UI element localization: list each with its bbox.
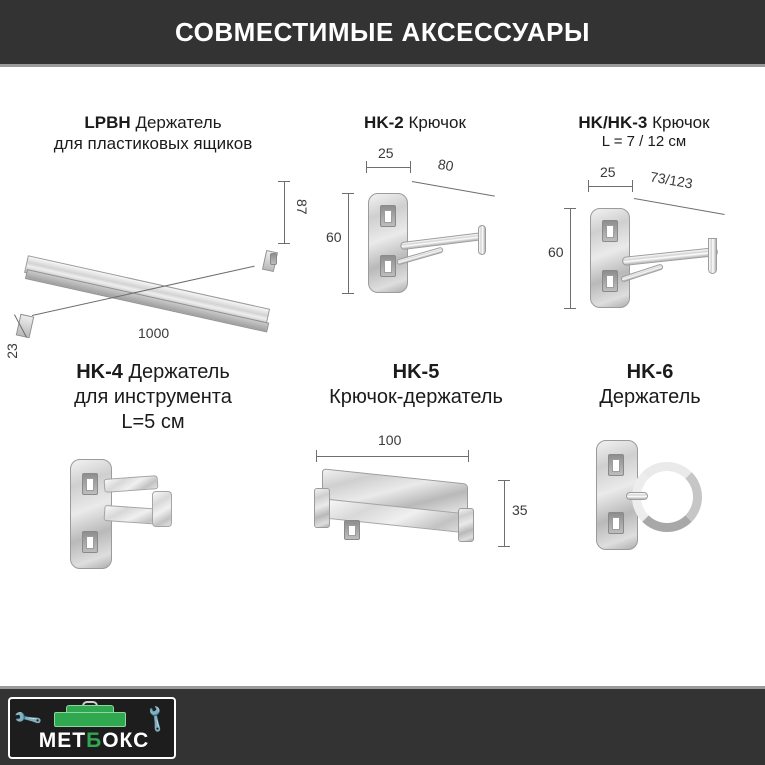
toolbox-body: [54, 712, 126, 727]
dim-label-length-hk5: 100: [378, 432, 402, 448]
dim-label-depth-lpbh: 23: [3, 342, 20, 359]
wrench-icon-right: 🔧: [140, 704, 172, 735]
dim-tick-height-top-hk2: [342, 193, 354, 194]
holder-slot-upper-inner-hk4: [86, 478, 94, 491]
dim-label-length-hk2: 80: [436, 156, 455, 175]
dim-label-width-hk2: 25: [378, 145, 394, 162]
hook-arm-hk2: [400, 232, 486, 250]
dim-line-length-hk2: [412, 181, 495, 197]
brand-name-accent: Б: [86, 729, 103, 752]
product-caption-hk4: [8, 360, 298, 435]
product-name2-hk3: L = 7 / 12 см: [601, 133, 687, 151]
wrench-icon: 🔧: [12, 704, 44, 735]
product-card-hk2: [300, 112, 530, 362]
product-caption-hk3: [528, 112, 760, 152]
product-illustration-hk5: [300, 410, 532, 610]
dim-tick-height-top-hk5: [498, 480, 510, 481]
brand-name: [10, 729, 176, 753]
dim-tick-width-left-hk2: [366, 161, 367, 173]
holder-slot-upper-hk6: [608, 454, 624, 476]
hook-slot-upper-hk2: [380, 205, 396, 227]
dim-tick-length-left-hk5: [316, 450, 317, 462]
dim-line-height-hk2: [348, 193, 349, 293]
hook-slot-upper-hk3: [602, 220, 618, 242]
dim-tick-width-right-hk2: [410, 161, 411, 173]
dim-label-height-hk2: 60: [326, 229, 342, 246]
toolbox-icon: [54, 705, 126, 727]
hook-slot-upper-inner-hk3: [606, 225, 614, 238]
dim-tick-height-bottom-lpbh: [278, 243, 290, 244]
dim-label-width-hk3: 25: [600, 164, 616, 180]
product-caption-lpbh: [8, 112, 298, 155]
holder-slot-hk5: [344, 520, 360, 540]
product-card-hk3: [528, 112, 760, 362]
holder-slot-upper-hk4: [82, 473, 98, 495]
product-caption-hk5: [300, 360, 532, 410]
product-card-hk4: [8, 360, 298, 660]
product-illustration-hk3: [528, 152, 760, 352]
dim-label-height-hk5: 35: [512, 502, 528, 518]
product-name-hk4: Держатель: [128, 361, 230, 383]
product-name-hk2: Крючок: [408, 113, 466, 132]
dim-line-height-hk3: [570, 208, 571, 308]
product-name-hk3: Крючок: [652, 113, 710, 132]
dim-label-length-lpbh: 1000: [138, 324, 170, 341]
hook-arm-hk3: [622, 247, 718, 266]
product-name-hk5: Крючок-держатель: [329, 386, 503, 408]
product-illustration-hk2: [300, 133, 530, 333]
dim-line-length-hk3: [634, 198, 725, 215]
holder-clip-jaw-hk4: [152, 491, 172, 527]
dim-tick-height-bottom-hk3: [564, 308, 576, 309]
product-caption-hk2: [300, 112, 530, 133]
dim-label-height-lpbh: 87: [294, 198, 310, 215]
header-divider: [0, 64, 765, 67]
product-card-hk6: [540, 360, 760, 660]
dim-line-width-hk3: [588, 186, 632, 187]
dim-tick-height-bottom-hk5: [498, 546, 510, 547]
page-title: СОВМЕСТИМЫЕ АКСЕССУАРЫ: [175, 16, 590, 47]
dim-label-length-hk3: 73/123: [648, 168, 694, 192]
holder-slot-inner-hk5: [348, 525, 356, 536]
holder-slot-lower-hk4: [82, 531, 98, 553]
dim-tick-height-top-hk3: [564, 208, 576, 209]
dim-label-height-hk3: 60: [548, 244, 564, 260]
product-name2-lpbh: для пластиковых ящиков: [53, 134, 253, 154]
dim-tick-width-right-hk3: [632, 180, 633, 192]
brand-name-part2: ОКС: [102, 729, 150, 752]
product-name3-hk4: L=5 см: [121, 411, 185, 433]
dim-line-height-hk5: [504, 480, 505, 546]
holder-clip-top-hk4: [104, 475, 159, 493]
holder-left-tab-hk5: [314, 488, 330, 528]
product-caption-hk6: [540, 360, 760, 410]
product-card-hk5: [300, 360, 532, 660]
dim-tick-length-right-hk5: [468, 450, 469, 462]
holder-right-tab-hk5: [458, 508, 474, 542]
hook-slot-lower-hk2: [380, 255, 396, 277]
dim-line-height-lpbh: [284, 181, 285, 243]
dim-tick-width-left-hk3: [588, 180, 589, 192]
product-code-hk4: HK-4: [76, 361, 123, 383]
holder-slot-lower-inner-hk4: [86, 536, 94, 549]
dim-line-width-hk2: [366, 167, 410, 168]
product-code-hk6: HK-6: [626, 361, 674, 383]
dim-line-length-hk5: [316, 456, 468, 457]
product-card-lpbh: [3, 112, 310, 362]
dim-tick-height-top-lpbh: [278, 181, 290, 182]
holder-slot-upper-inner-hk6: [612, 459, 620, 472]
hook-tip-hk2: [478, 225, 486, 255]
product-illustration-lpbh: [3, 155, 310, 359]
product-code-hk5: HK-5: [392, 361, 440, 383]
holder-ring-stem-hk6: [626, 492, 648, 500]
product-name-lpbh: Держатель: [135, 113, 222, 132]
rail-mount-slot: [270, 253, 277, 265]
page-header: [0, 0, 765, 64]
hook-slot-lower-inner-hk2: [384, 260, 392, 273]
product-name2-hk4: для инструмента: [74, 386, 232, 408]
dim-tick-height-bottom-hk2: [342, 293, 354, 294]
product-illustration-hk4: [8, 435, 298, 595]
hook-slot-lower-hk3: [602, 270, 618, 292]
accessory-grid: [0, 80, 765, 680]
hook-tip-hk3: [708, 238, 717, 274]
product-code-hk2: HK-2: [364, 113, 404, 132]
holder-slot-lower-inner-hk6: [612, 517, 620, 530]
product-code-lpbh: LPBH: [84, 113, 131, 132]
product-illustration-hk6: [540, 410, 760, 590]
brand-name-part1: МЕТ: [38, 729, 87, 752]
brand-logo[interactable]: [8, 697, 176, 759]
hook-slot-lower-inner-hk3: [606, 275, 614, 288]
product-code-hk3: HK/HK-3: [578, 113, 648, 132]
holder-slot-lower-hk6: [608, 512, 624, 534]
product-name-hk6: Держатель: [599, 386, 701, 408]
hook-slot-upper-inner-hk2: [384, 210, 392, 223]
